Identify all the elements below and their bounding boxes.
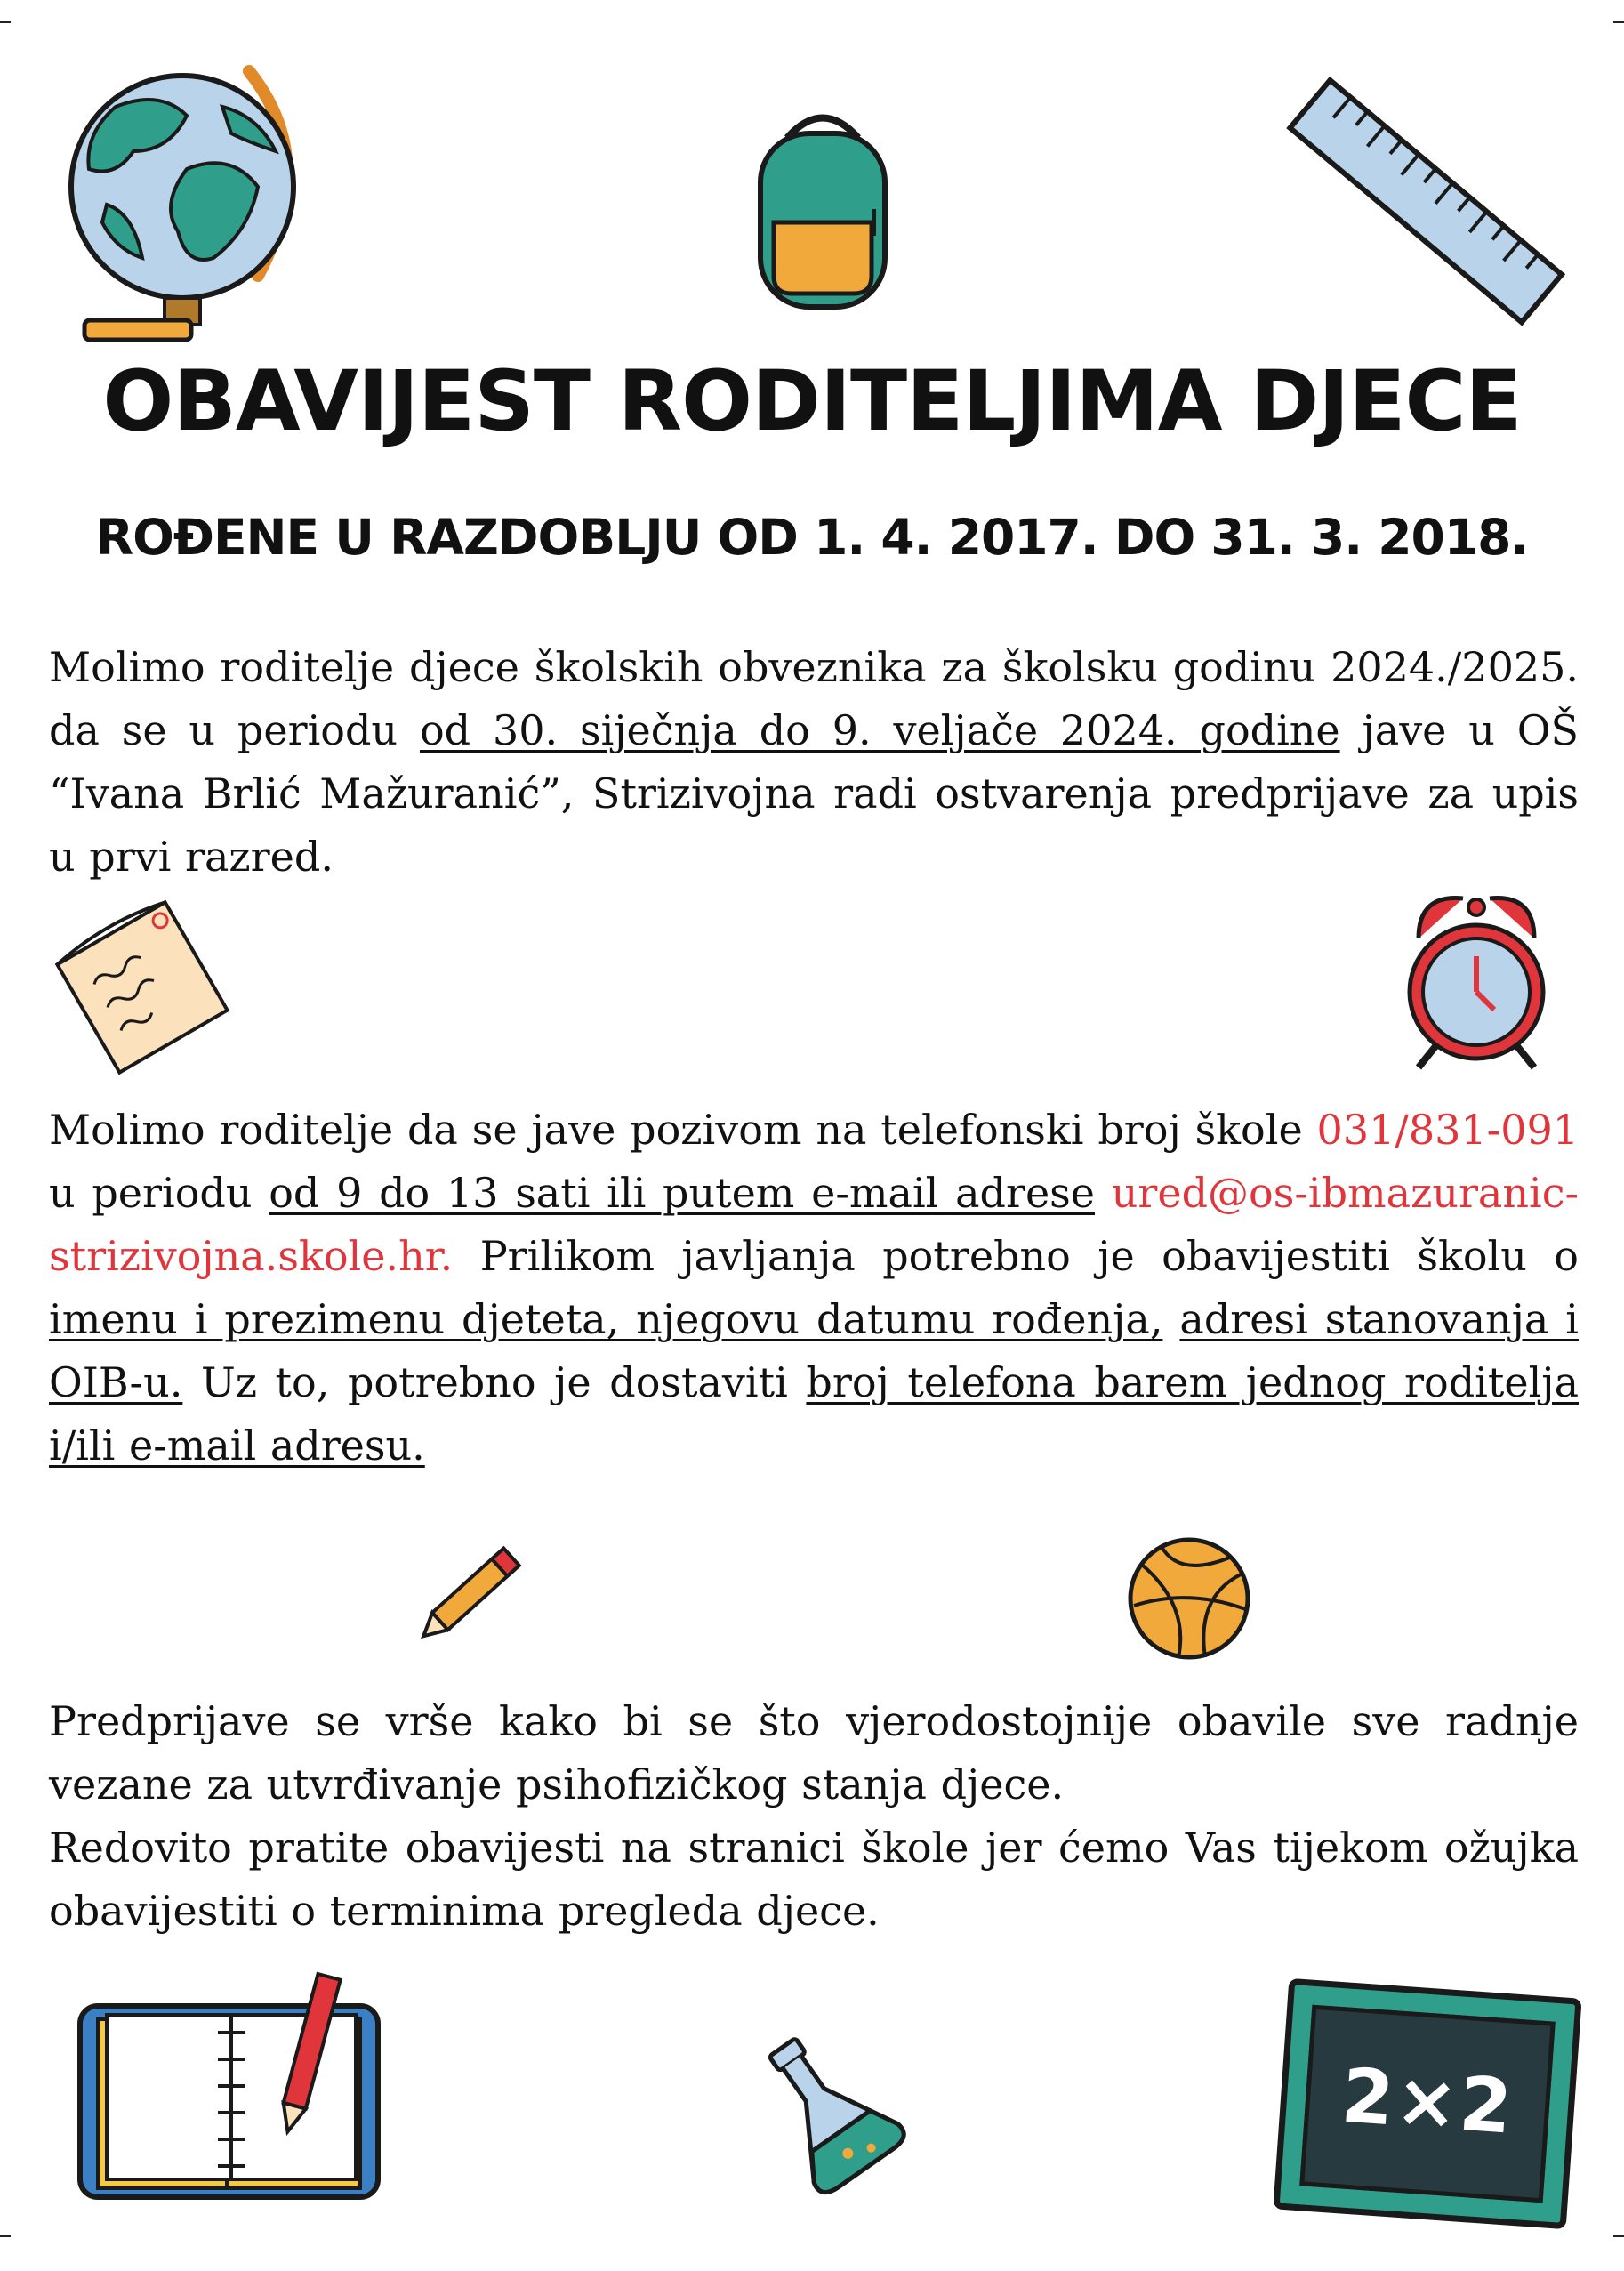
para2-time-range: od 9 do 13 sati ili putem e-mail adrese bbox=[269, 1169, 1096, 1217]
para2-child-info: imenu i prezimenu djeteta, njegovu datumu rođenja, bbox=[49, 1295, 1163, 1343]
page-subtitle: ROĐENE U RAZDOBLJU OD 1. 4. 2017. DO 31. 3. 2018. bbox=[95, 509, 1529, 566]
para1-date-range: od 30. siječnja do 9. veljače 2024. godine bbox=[419, 706, 1340, 754]
paragraph-info bbox=[49, 1690, 1579, 1943]
para1-text-1: Molimo roditelje djece školskih obveznika za školsku godinu 2024./2025. da se u periodu bbox=[49, 643, 1579, 754]
school-email-address: ured@os-ibmazuranic-strizivojna.skole.hr. bbox=[49, 1169, 1579, 1280]
ruler-icon bbox=[1281, 71, 1565, 338]
para3-text-1: Predprijave se vrše kako bi se što vjerodostojnije obavile sve radnje vezane za utvrđivanje psihofizičkog stanja djece. bbox=[49, 1697, 1579, 1808]
para2-text-3 bbox=[1095, 1169, 1112, 1217]
chalkboard-text: 2×2 bbox=[1339, 2051, 1517, 2151]
chalkboard-icon bbox=[1273, 1978, 1581, 2229]
para2-text-1: Molimo roditelje da se jave pozivom na telefonski broj škole bbox=[49, 1106, 1317, 1154]
crop-mark-tl bbox=[0, 21, 11, 36]
alarm-clock-icon bbox=[1401, 885, 1552, 1076]
backpack-icon bbox=[747, 102, 898, 316]
para2-text-2: u periodu bbox=[49, 1169, 269, 1217]
basketball-icon bbox=[1125, 1534, 1254, 1663]
note-paper-icon bbox=[49, 898, 236, 1076]
page-title: OBAVIJEST RODITELJIMA DJECE bbox=[102, 353, 1522, 450]
para2-text-6: Uz to, potrebno je dostaviti bbox=[182, 1358, 807, 1406]
globe-icon bbox=[53, 53, 320, 347]
para2-text-5 bbox=[1162, 1295, 1179, 1343]
flask-icon bbox=[747, 2028, 903, 2188]
paragraph-registration bbox=[49, 636, 1579, 889]
para3-text-2: Redovito pratite obavijesti na stranici škole jer ćemo Vas tijekom ožujka obavijestiti o terminima pregleda djece. bbox=[49, 1824, 1579, 1935]
crop-mark-tr bbox=[1613, 21, 1624, 36]
pencil-icon bbox=[418, 1534, 534, 1641]
para1-text-2: jave u OŠ “Ivana Brlić Mažuranić”, Strizivojna radi ostvarenja predprijave za upis u prvi razred. bbox=[49, 706, 1579, 881]
crop-mark-br bbox=[1613, 2235, 1624, 2250]
para2-parent-contact: broj telefona barem jednog roditelja i/ili e-mail adresu. bbox=[49, 1358, 1579, 1470]
crop-mark-bl bbox=[0, 2235, 11, 2250]
para2-text-4: Prilikom javljanja potrebno je obavijestiti školu o bbox=[453, 1232, 1579, 1280]
paragraph-contact bbox=[49, 1099, 1579, 1478]
notebook-icon bbox=[76, 1970, 387, 2206]
school-phone-number: 031/831-091 bbox=[1316, 1106, 1579, 1154]
para2-address-oib: adresi stanovanja i OIB-u. bbox=[49, 1295, 1579, 1406]
